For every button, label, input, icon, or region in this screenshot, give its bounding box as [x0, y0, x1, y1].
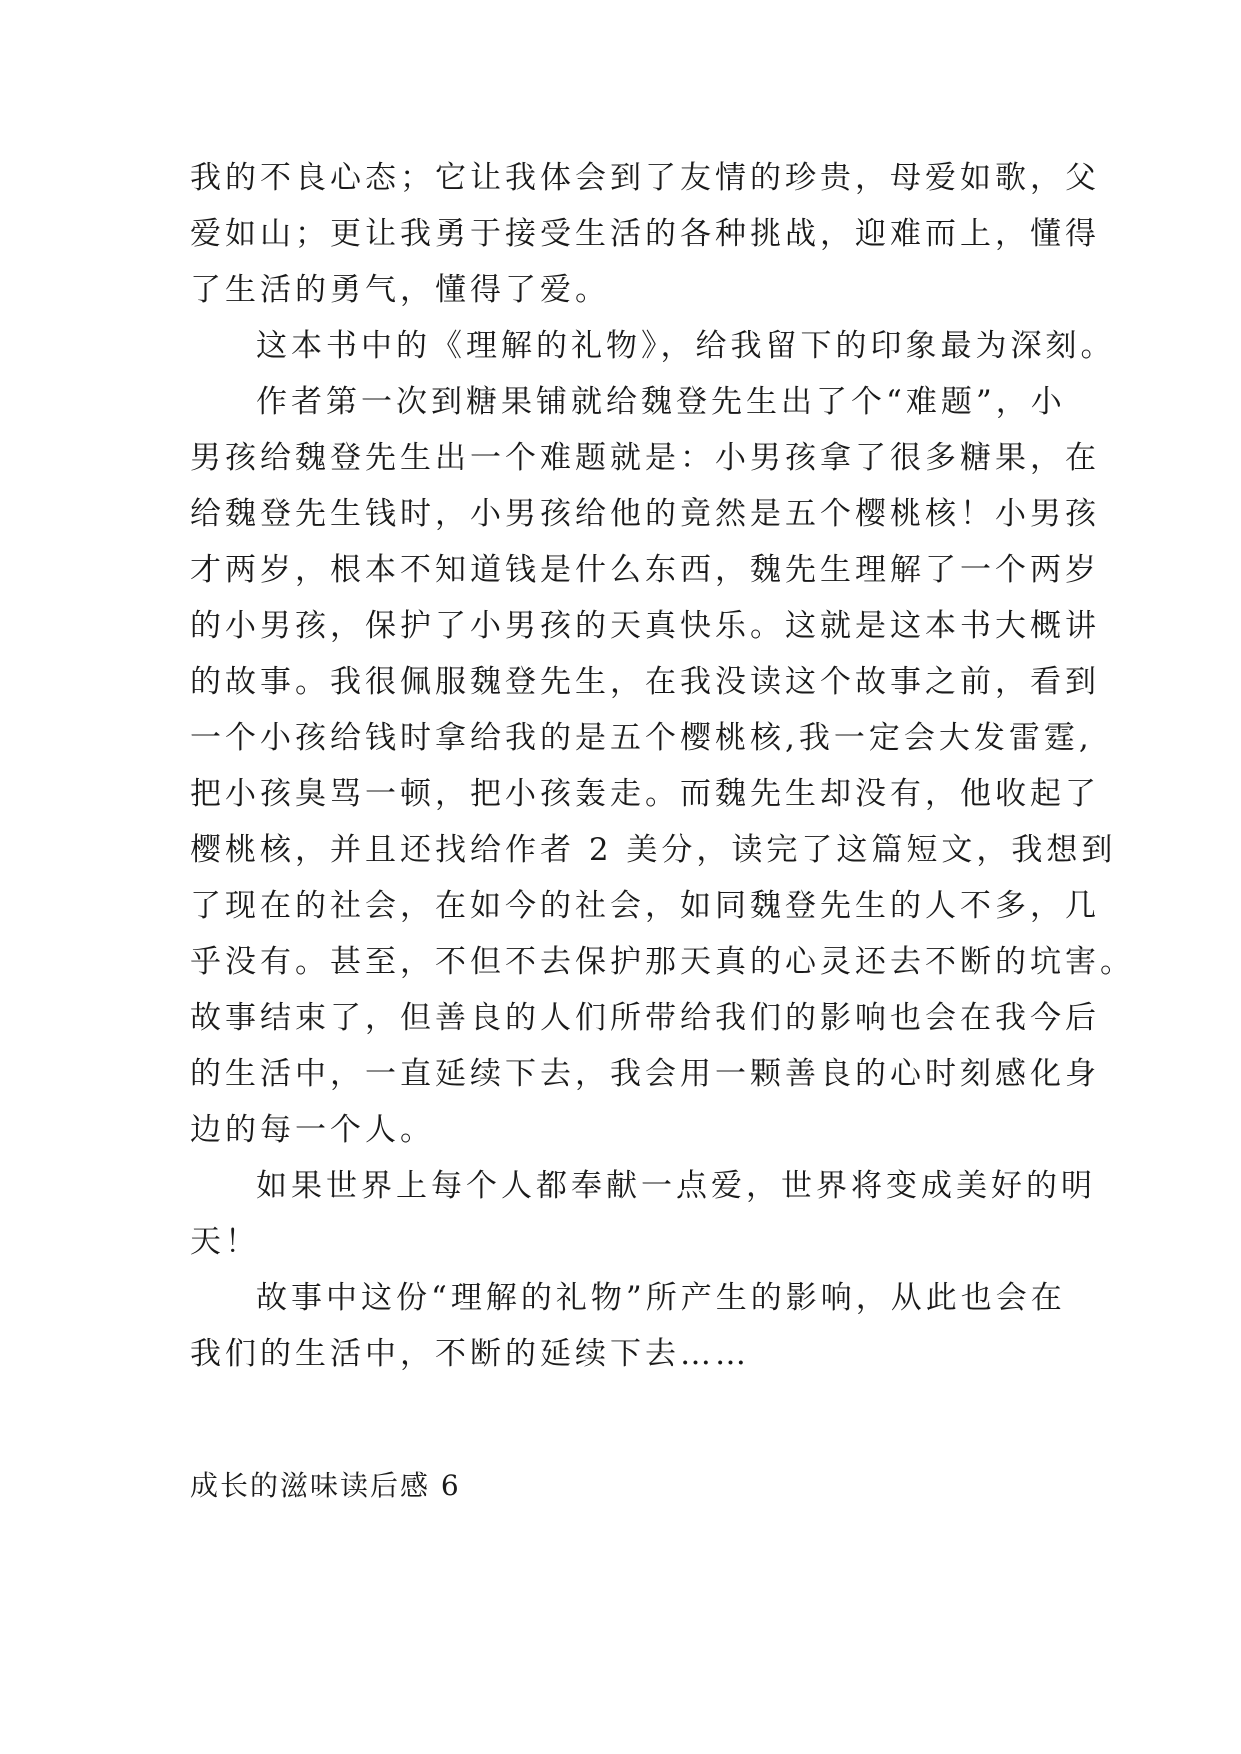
- text-line: 乎没有。甚至，不但不去保护那天真的心灵还去不断的坑害。: [190, 944, 1135, 980]
- text-line: 给魏登先生钱时，小男孩给他的竟然是五个樱桃核！小男孩: [190, 496, 1100, 532]
- text-line: 边的每一个人。: [190, 1112, 435, 1148]
- text-line: 才两岁，根本不知道钱是什么东西，魏先生理解了一个两岁: [190, 552, 1100, 588]
- text-line: 我们的生活中，不断的延续下去……: [190, 1336, 750, 1372]
- text-line: 我的不良心态；它让我体会到了友情的珍贵，母爱如歌，父: [190, 160, 1100, 196]
- paragraph-start-line: 如果世界上每个人都奉献一点爱，世界将变成美好的明: [256, 1168, 1096, 1204]
- text-line: 的小男孩，保护了小男孩的天真快乐。这就是这本书大概讲: [190, 608, 1100, 644]
- text-line: 了现在的社会，在如今的社会，如同魏登先生的人不多，几: [190, 888, 1100, 924]
- paragraph-start-line: 故事中这份“理解的礼物”所产生的影响，从此也会在: [256, 1280, 1066, 1316]
- text-line: 了生活的勇气，懂得了爱。: [190, 272, 610, 308]
- text-line: 故事结束了，但善良的人们所带给我们的影响也会在我今后: [190, 1000, 1100, 1036]
- text-line: 爱如山；更让我勇于接受生活的各种挑战，迎难而上，懂得: [190, 216, 1100, 252]
- paragraph-start-line: 这本书中的《理解的礼物》，给我留下的印象最为深刻。: [256, 328, 1116, 364]
- section-heading: 成长的滋味读后感 6: [190, 1469, 461, 1502]
- paragraph-start-line: 作者第一次到糖果铺就给魏登先生出了个“难题”，小: [256, 384, 1066, 420]
- text-line: 的生活中，一直延续下去，我会用一颗善良的心时刻感化身: [190, 1056, 1100, 1092]
- text-line: 天！: [190, 1224, 260, 1260]
- text-line: 把小孩臭骂一顿，把小孩轰走。而魏先生却没有，他收起了: [190, 776, 1100, 812]
- text-line: 一个小孩给钱时拿给我的是五个樱桃核,我一定会大发雷霆,: [190, 720, 1093, 756]
- text-line: 男孩给魏登先生出一个难题就是：小男孩拿了很多糖果，在: [190, 440, 1100, 476]
- document-body: [190, 150, 1135, 1382]
- text-line: 樱桃核，并且还找给作者 2 美分，读完了这篇短文，我想到: [190, 832, 1117, 868]
- text-line: 的故事。我很佩服魏登先生，在我没读这个故事之前，看到: [190, 664, 1100, 700]
